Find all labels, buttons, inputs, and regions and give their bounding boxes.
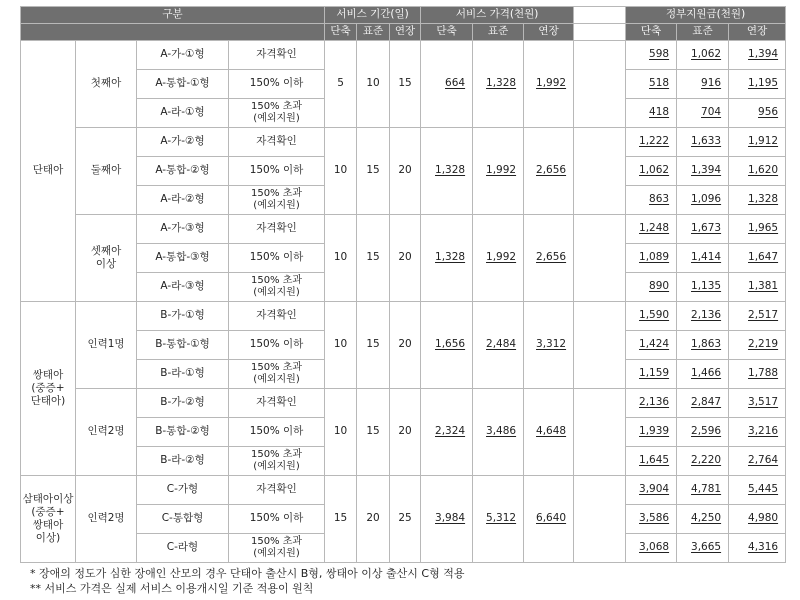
subsidy-standard	[677, 476, 729, 505]
spacer-cell	[574, 215, 626, 302]
subsidy-extended-value: 1,620	[748, 164, 779, 177]
subsidy-extended-value: 4,980	[748, 512, 779, 525]
period-extended: 20	[390, 128, 421, 215]
price-short	[421, 389, 473, 476]
service-type: A-통합-②형	[137, 157, 229, 186]
price-short	[421, 476, 473, 563]
subsidy-standard-value: 1,135	[691, 280, 722, 293]
subsidy-standard	[677, 360, 729, 389]
subsidy-standard-value: 2,136	[691, 309, 722, 322]
price-extended	[524, 41, 574, 128]
service-type: B-통합-①형	[137, 331, 229, 360]
header-period-short: 단축	[325, 24, 357, 41]
service-type: A-가-③형	[137, 215, 229, 244]
subsidy-standard-value: 2,847	[691, 396, 722, 409]
subsidy-short-value: 518	[649, 77, 670, 90]
subsidy-extended	[729, 389, 786, 418]
income-criterion: 150% 초과 (예외지원)	[229, 447, 325, 476]
income-criterion: 자격확인	[229, 302, 325, 331]
footnote-1: * 장애의 정도가 심한 장애인 산모의 경우 단태아 출산시 B형, 쌍태아 이상 출산시 C형 적용	[30, 567, 465, 580]
price-short	[421, 41, 473, 128]
subsidy-extended	[729, 476, 786, 505]
service-type: B-라-②형	[137, 447, 229, 476]
subsidy-short	[626, 302, 677, 331]
price-standard-value: 2,484	[486, 338, 517, 351]
subsidy-standard	[677, 447, 729, 476]
subsidy-extended-value: 3,216	[748, 425, 779, 438]
price-extended	[524, 215, 574, 302]
price-short-value: 1,328	[435, 251, 466, 264]
subsidy-extended-value: 1,328	[748, 193, 779, 206]
group-label: 쌍태아 (중증+ 단태아)	[21, 302, 76, 476]
service-type: B-가-②형	[137, 389, 229, 418]
income-criterion: 150% 초과 (예외지원)	[229, 360, 325, 389]
subsidy-extended	[729, 418, 786, 447]
subsidy-extended	[729, 505, 786, 534]
subsidy-short-value: 3,068	[639, 541, 670, 554]
subgroup-label: 셋째아 이상	[76, 215, 137, 302]
subsidy-short-value: 2,136	[639, 396, 670, 409]
table-row	[21, 128, 786, 157]
subsidy-standard	[677, 41, 729, 70]
period-extended: 20	[390, 302, 421, 389]
subsidy-extended-value: 956	[758, 106, 779, 119]
table-row	[21, 41, 786, 70]
period-short: 10	[325, 215, 357, 302]
subsidy-short-value: 1,590	[639, 309, 670, 322]
subsidy-extended	[729, 273, 786, 302]
price-extended-value: 1,992	[536, 77, 567, 90]
header-spacer	[574, 7, 626, 24]
subsidy-short	[626, 418, 677, 447]
price-short	[421, 128, 473, 215]
subsidy-standard-value: 3,665	[691, 541, 722, 554]
subsidy-standard-value: 1,863	[691, 338, 722, 351]
service-type: B-통합-②형	[137, 418, 229, 447]
subsidy-standard	[677, 128, 729, 157]
price-standard	[473, 128, 524, 215]
period-short: 10	[325, 128, 357, 215]
price-standard-value: 3,486	[486, 425, 517, 438]
period-short: 15	[325, 476, 357, 563]
period-short: 5	[325, 41, 357, 128]
subsidy-extended	[729, 41, 786, 70]
subsidy-standard	[677, 302, 729, 331]
subsidy-extended	[729, 534, 786, 563]
income-criterion: 자격확인	[229, 215, 325, 244]
subsidy-extended-value: 2,219	[748, 338, 779, 351]
income-criterion: 자격확인	[229, 389, 325, 418]
service-type: A-라-③형	[137, 273, 229, 302]
price-extended-value: 6,640	[536, 512, 567, 525]
period-extended: 25	[390, 476, 421, 563]
subsidy-short-value: 418	[649, 106, 670, 119]
voucher-price-table	[20, 6, 786, 563]
subsidy-short-value: 598	[649, 48, 670, 61]
spacer-cell	[574, 476, 626, 563]
subsidy-extended-value: 2,764	[748, 454, 779, 467]
service-type: C-통합형	[137, 505, 229, 534]
subsidy-short	[626, 273, 677, 302]
income-criterion: 150% 이하	[229, 244, 325, 273]
price-standard	[473, 389, 524, 476]
subsidy-extended-value: 1,788	[748, 367, 779, 380]
price-standard	[473, 302, 524, 389]
price-standard	[473, 215, 524, 302]
subsidy-extended-value: 1,195	[748, 77, 779, 90]
price-extended-value: 3,312	[536, 338, 567, 351]
price-extended-value: 2,656	[536, 164, 567, 177]
subsidy-extended-value: 1,912	[748, 135, 779, 148]
subsidy-short	[626, 360, 677, 389]
header-subsidy-standard: 표준	[677, 24, 729, 41]
price-short-value: 2,324	[435, 425, 466, 438]
subsidy-standard-value: 916	[701, 77, 722, 90]
subsidy-standard-value: 2,596	[691, 425, 722, 438]
subsidy-short	[626, 41, 677, 70]
subsidy-standard-value: 4,781	[691, 483, 722, 496]
header-price: 서비스 가격(천원)	[421, 7, 574, 24]
subsidy-short-value: 1,424	[639, 338, 670, 351]
price-short-value: 1,328	[435, 164, 466, 177]
spacer-cell	[574, 41, 626, 128]
price-extended	[524, 302, 574, 389]
price-standard-value: 1,992	[486, 164, 517, 177]
header-period-extended: 연장	[390, 24, 421, 41]
subsidy-standard	[677, 244, 729, 273]
period-standard: 15	[357, 215, 390, 302]
subsidy-extended-value: 1,381	[748, 280, 779, 293]
subgroup-label: 인력2명	[76, 476, 137, 563]
subsidy-standard-value: 704	[701, 106, 722, 119]
service-type: C-가형	[137, 476, 229, 505]
subsidy-short	[626, 99, 677, 128]
price-extended-value: 2,656	[536, 251, 567, 264]
income-criterion: 150% 이하	[229, 331, 325, 360]
header-category: 구분	[21, 7, 325, 24]
subsidy-standard	[677, 70, 729, 99]
period-standard: 10	[357, 41, 390, 128]
service-type: A-라-①형	[137, 99, 229, 128]
subsidy-extended-value: 1,394	[748, 48, 779, 61]
footnotes	[30, 566, 464, 596]
income-criterion: 자격확인	[229, 476, 325, 505]
price-standard-value: 1,328	[486, 77, 517, 90]
income-criterion: 150% 초과 (예외지원)	[229, 534, 325, 563]
subsidy-standard	[677, 389, 729, 418]
subgroup-label: 첫째아	[76, 41, 137, 128]
header-period: 서비스 기간(일)	[325, 7, 421, 24]
subsidy-short	[626, 186, 677, 215]
service-type: A-가-①형	[137, 41, 229, 70]
voucher-table-container	[20, 6, 780, 563]
subsidy-standard	[677, 215, 729, 244]
table-row	[21, 476, 786, 505]
service-type: B-가-①형	[137, 302, 229, 331]
subsidy-short	[626, 244, 677, 273]
price-standard	[473, 41, 524, 128]
subsidy-short-value: 3,904	[639, 483, 670, 496]
subsidy-standard-value: 4,250	[691, 512, 722, 525]
subsidy-short	[626, 505, 677, 534]
service-type: A-가-②형	[137, 128, 229, 157]
subsidy-extended-value: 5,445	[748, 483, 779, 496]
price-extended-value: 4,648	[536, 425, 567, 438]
table-body	[21, 41, 786, 563]
subsidy-extended	[729, 99, 786, 128]
subsidy-short-value: 1,089	[639, 251, 670, 264]
subsidy-standard	[677, 186, 729, 215]
price-short	[421, 215, 473, 302]
subsidy-extended-value: 2,517	[748, 309, 779, 322]
spacer-cell	[574, 389, 626, 476]
subsidy-extended	[729, 215, 786, 244]
income-criterion: 150% 이하	[229, 157, 325, 186]
subsidy-short-value: 1,222	[639, 135, 670, 148]
subsidy-short-value: 1,159	[639, 367, 670, 380]
subsidy-extended	[729, 70, 786, 99]
subsidy-short-value: 890	[649, 280, 670, 293]
income-criterion: 150% 초과 (예외지원)	[229, 99, 325, 128]
income-criterion: 150% 초과 (예외지원)	[229, 273, 325, 302]
subsidy-short	[626, 157, 677, 186]
period-extended: 20	[390, 389, 421, 476]
service-type: A-라-②형	[137, 186, 229, 215]
subsidy-extended-value: 1,647	[748, 251, 779, 264]
subgroup-label: 인력1명	[76, 302, 137, 389]
price-short-value: 3,984	[435, 512, 466, 525]
period-standard: 15	[357, 128, 390, 215]
header-subsidy-short: 단축	[626, 24, 677, 41]
subsidy-standard	[677, 273, 729, 302]
income-criterion: 150% 이하	[229, 70, 325, 99]
subsidy-extended	[729, 447, 786, 476]
subsidy-standard-value: 1,633	[691, 135, 722, 148]
subsidy-standard-value: 1,466	[691, 367, 722, 380]
subsidy-standard-value: 2,220	[691, 454, 722, 467]
subsidy-standard	[677, 534, 729, 563]
header-category-sub	[21, 24, 325, 41]
subsidy-short-value: 3,586	[639, 512, 670, 525]
subsidy-short	[626, 389, 677, 418]
header-period-standard: 표준	[357, 24, 390, 41]
price-standard-value: 1,992	[486, 251, 517, 264]
price-standard	[473, 476, 524, 563]
subsidy-short	[626, 70, 677, 99]
subgroup-label: 인력2명	[76, 389, 137, 476]
subsidy-standard-value: 1,096	[691, 193, 722, 206]
subsidy-extended	[729, 157, 786, 186]
subgroup-label: 둘째아	[76, 128, 137, 215]
subsidy-standard	[677, 157, 729, 186]
income-criterion: 150% 이하	[229, 418, 325, 447]
subsidy-standard-value: 1,394	[691, 164, 722, 177]
income-criterion: 150% 초과 (예외지원)	[229, 186, 325, 215]
subsidy-short	[626, 476, 677, 505]
header-price-extended: 연장	[524, 24, 574, 41]
price-short	[421, 302, 473, 389]
group-label: 삼태아이상 (중증+ 쌍태아 이상)	[21, 476, 76, 563]
subsidy-extended	[729, 186, 786, 215]
subsidy-standard-value: 1,414	[691, 251, 722, 264]
subsidy-standard	[677, 505, 729, 534]
subsidy-standard	[677, 99, 729, 128]
table-row	[21, 389, 786, 418]
group-label: 단태아	[21, 41, 76, 302]
subsidy-extended	[729, 128, 786, 157]
subsidy-short	[626, 128, 677, 157]
price-extended	[524, 389, 574, 476]
price-standard-value: 5,312	[486, 512, 517, 525]
subsidy-short	[626, 534, 677, 563]
service-type: A-통합-③형	[137, 244, 229, 273]
table-row	[21, 302, 786, 331]
spacer-cell	[574, 302, 626, 389]
price-short-value: 664	[445, 77, 466, 90]
subsidy-standard	[677, 418, 729, 447]
subsidy-extended-value: 1,965	[748, 222, 779, 235]
subsidy-extended	[729, 302, 786, 331]
price-extended	[524, 476, 574, 563]
table-row	[21, 215, 786, 244]
period-standard: 15	[357, 389, 390, 476]
period-short: 10	[325, 302, 357, 389]
subsidy-short-value: 1,645	[639, 454, 670, 467]
price-short-value: 1,656	[435, 338, 466, 351]
header-price-standard: 표준	[473, 24, 524, 41]
subsidy-extended	[729, 360, 786, 389]
price-extended	[524, 128, 574, 215]
subsidy-extended-value: 3,517	[748, 396, 779, 409]
header-price-short: 단축	[421, 24, 473, 41]
subsidy-short-value: 1,062	[639, 164, 670, 177]
service-type: C-라형	[137, 534, 229, 563]
subsidy-short	[626, 215, 677, 244]
period-extended: 20	[390, 215, 421, 302]
income-criterion: 150% 이하	[229, 505, 325, 534]
income-criterion: 자격확인	[229, 41, 325, 70]
service-type: B-라-①형	[137, 360, 229, 389]
subsidy-extended	[729, 244, 786, 273]
subsidy-short-value: 1,248	[639, 222, 670, 235]
period-extended: 15	[390, 41, 421, 128]
header-subsidy-extended: 연장	[729, 24, 786, 41]
income-criterion: 자격확인	[229, 128, 325, 157]
period-standard: 20	[357, 476, 390, 563]
subsidy-standard-value: 1,062	[691, 48, 722, 61]
service-type: A-통합-①형	[137, 70, 229, 99]
period-short: 10	[325, 389, 357, 476]
subsidy-standard-value: 1,673	[691, 222, 722, 235]
subsidy-short-value: 863	[649, 193, 670, 206]
header-spacer-sub	[574, 24, 626, 41]
footnote-2: ** 서비스 가격은 실제 서비스 이용개시일 기준 적용이 원칙	[30, 582, 314, 595]
subsidy-extended	[729, 331, 786, 360]
spacer-cell	[574, 128, 626, 215]
period-standard: 15	[357, 302, 390, 389]
subsidy-standard	[677, 331, 729, 360]
subsidy-short	[626, 331, 677, 360]
header-subsidy: 정부지원금(천원)	[626, 7, 786, 24]
subsidy-short	[626, 447, 677, 476]
subsidy-extended-value: 4,316	[748, 541, 779, 554]
subsidy-short-value: 1,939	[639, 425, 670, 438]
